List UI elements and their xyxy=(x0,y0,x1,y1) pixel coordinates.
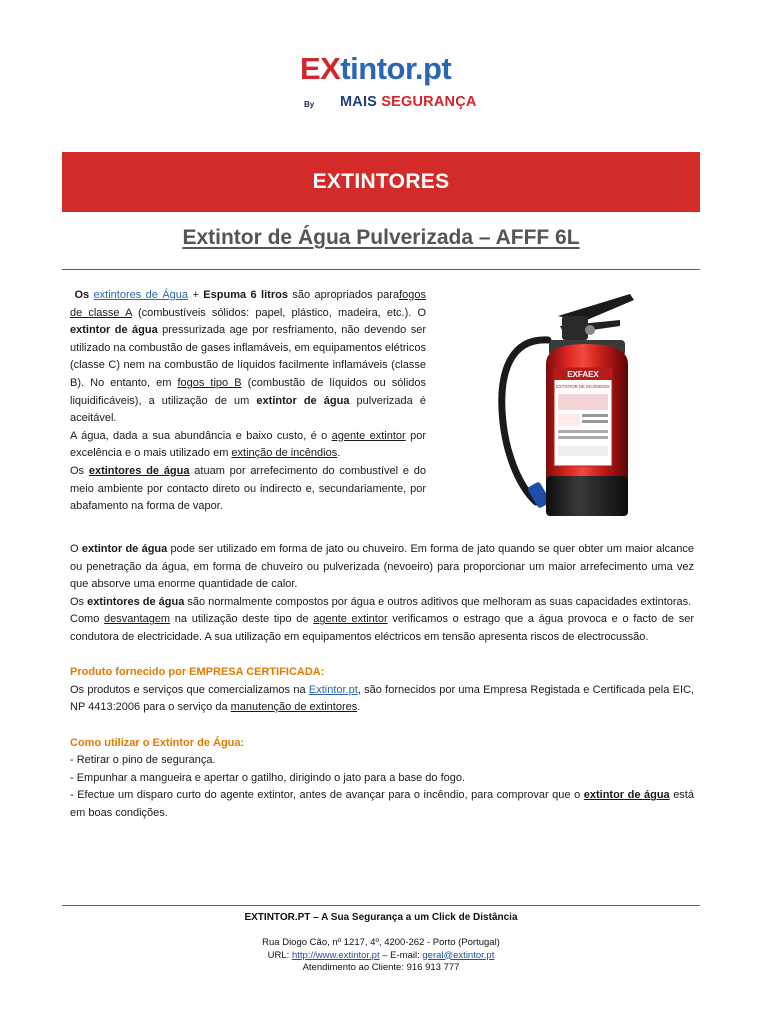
link-extintor-pt[interactable]: Extintor.pt xyxy=(308,683,358,696)
paragraph-composicao: Os extintores de água são normalmente compostos por água e outros aditivos que melhoram as suas capacidades extintoras. xyxy=(70,595,692,608)
footer-address: Rua Diogo Cão, nº 1217, 4º, 4200-262 - Porto (Portugal) xyxy=(262,936,500,948)
howto-heading: Como utilizar o Extintor de Água: xyxy=(70,736,245,749)
brand-logo[interactable] xyxy=(300,52,475,122)
page-title: Extintor de Água Pulverizada – AFFF 6L xyxy=(182,226,580,249)
fire-extinguisher-image xyxy=(440,280,695,535)
footer-email-link[interactable]: geral@extintor.pt xyxy=(422,949,495,961)
banner-title: EXTINTORES xyxy=(312,170,450,193)
main-text xyxy=(70,541,694,823)
logo-by: By xyxy=(304,100,315,109)
howto-step-3: - Efectue um disparo curto do agente extintor, antes de avançar para o incêndio, para comprovar que o extintor de água está em boas condições. xyxy=(70,789,694,819)
footer-phone: Atendimento ao Cliente: 916 913 777 xyxy=(302,962,460,974)
paragraph-arrefecimento: Os extintores de água atuam por arrefecimento do combustível e do meio ambiente por contacto direto ou indirecto e, secundariamente, por abafamento na forma de vapor. xyxy=(70,464,426,513)
footer xyxy=(62,912,700,975)
footer-url-link[interactable]: http://www.extintor.pt xyxy=(291,949,380,961)
paragraph-intro: Os extintores de Água + Espuma 6 litros são apropriados parafogos de classe A (combustíveis sólidos: papel, plástico, madeira, etc.). O extintor de água pressurizada age por resfriamento, não devendo ser utilizado na combustão de gases inflamáveis, em equipamentos elétricos (classe C) nem na combustão de líquidos facilmente inflamáveis (classe B). No entanto, em fogos tipo B (combustão de líquidos ou sólidos liquidificáveis), a utilização de um extintor de água pulverizada é aceitável. xyxy=(70,289,427,425)
logo-wordmark: EXtintor.pt xyxy=(300,51,452,86)
cert-heading: Produto fornecido por EMPRESA CERTIFICADA: xyxy=(70,666,325,679)
paragraph-jato: O extintor de água pode ser utilizado em forma de jato ou chuveiro. Em forma de jato quando se quer obter um maior alcance ou penetração da água, em forma de chuveiro ou pulverizada (nevoeiro) para proporcionar um maior arrefecimento uma vez que absorve uma enorme quantidade de calor. xyxy=(70,543,694,591)
title-divider xyxy=(62,269,700,270)
footer-divider xyxy=(62,905,700,906)
howto-step-2: - Empunhar a mangueira e apertar o gatilho, dirigindo o jato para a base do fogo. xyxy=(70,771,466,784)
label-subtitle: EXTINTOR DE INCÊNDIOS xyxy=(556,384,610,389)
footer-tagline: EXTINTOR.PT – A Sua Segurança a um Click de Distância xyxy=(244,912,518,923)
footer-contacts: URL: http://www.extintor.pt – E-mail: geral@extintor.pt xyxy=(267,949,495,961)
label-brand: EXFAEX xyxy=(567,370,599,379)
paragraph-agente: A água, dada a sua abundância e baixo custo, é o agente extintor por excelência e o mais utilizado em extinção de incêndios. xyxy=(70,429,426,460)
logo-subtitle: MAIS SEGURANÇA xyxy=(340,94,477,110)
section-banner xyxy=(62,152,700,212)
link-extintores-agua[interactable]: extintores de Água xyxy=(93,289,189,301)
paragraph-certificada: Os produtos e serviços que comercializamos na Extintor.pt, são fornecidos por uma Empresa Registada e Certificada pela EIC, NP 4413:2006 para o serviço da manutenção de extintores. xyxy=(70,683,694,714)
intro-text xyxy=(70,287,426,516)
howto-step-1: - Retirar o pino de segurança. xyxy=(70,754,216,767)
paragraph-desvantagem: Como desvantagem na utilização deste tipo de agente extintor verificamos o estrago que a água provoca e o facto de ser condutora de electricidade. A sua utilização em equipamentos eléctricos em tensão apresenta riscos de electrocussão. xyxy=(70,613,695,643)
